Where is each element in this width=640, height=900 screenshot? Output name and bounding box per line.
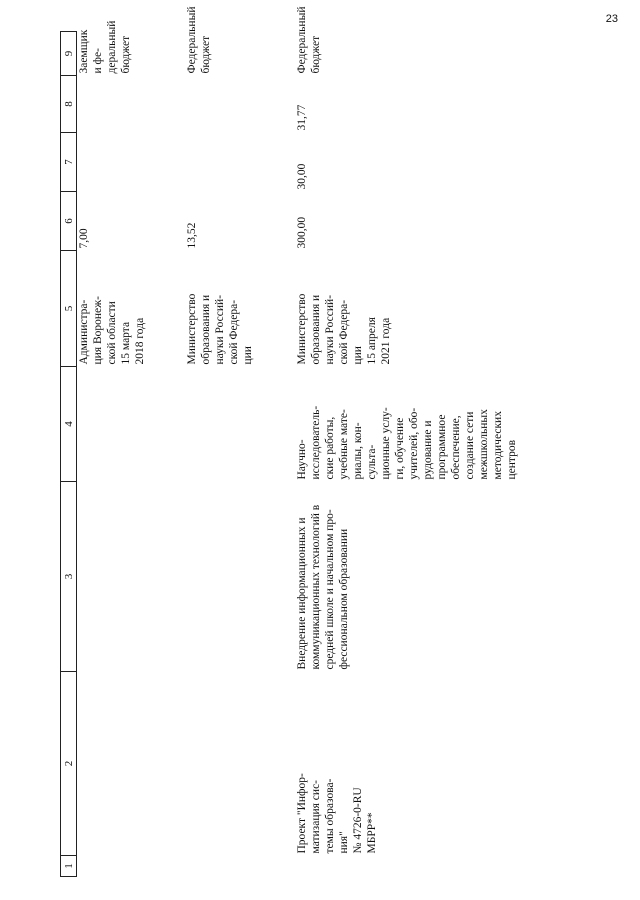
header-cell: 6 — [61, 192, 77, 251]
table-row — [295, 32, 625, 877]
amount-cell: 30,00 — [296, 163, 308, 190]
loans-table — [60, 6, 625, 877]
header-cell: 9 — [61, 32, 77, 76]
table-cell — [185, 482, 295, 672]
table-cell — [77, 672, 186, 856]
table-cell — [77, 482, 186, 672]
amount-cell — [185, 133, 295, 192]
header-cell: 5 — [61, 251, 77, 367]
project-name-cell: Проект "Инфор- матизация сис- темы образова- ния" № 4726-0-RU МБРР** — [296, 773, 378, 854]
amount-cell — [185, 76, 295, 133]
header-cell: 3 — [61, 482, 77, 672]
amount-cell: 7,00 — [78, 228, 90, 249]
table-row — [77, 32, 186, 877]
ministry-cell: Министерство образования и науки Россий- ской Федера- ции 15 апреля 2021 года — [296, 293, 392, 365]
rotated-table-container — [60, 6, 640, 877]
header-cell: 8 — [61, 76, 77, 133]
ministry-cell: Министерство образования и науки Россий- ской Федера- ции — [186, 293, 254, 365]
amount-cell: 13,52 — [186, 222, 198, 249]
table-header-row — [61, 32, 77, 877]
table-cell — [185, 367, 295, 482]
table-cell — [185, 672, 295, 856]
page-number: 23 — [605, 13, 618, 25]
project-goal-cell: Внедрение информационных и коммуникационных технологий в средней школе и начальном про- фессиональном образовании — [296, 504, 350, 670]
header-cell: 1 — [61, 856, 77, 877]
amount-cell: 300,00 — [296, 216, 308, 249]
table-row — [185, 32, 295, 877]
header-cell: 7 — [61, 133, 77, 192]
table-cell — [295, 856, 625, 877]
funding-source-cell: Федеральный бюджет — [296, 6, 322, 74]
header-cell: 4 — [61, 367, 77, 482]
amount-cell: 31,77 — [296, 104, 308, 131]
table-cell — [77, 856, 186, 877]
header-cell: 2 — [61, 672, 77, 856]
amount-cell — [77, 133, 186, 192]
ministry-cell: Администра- ция Воронеж- ской области 15 марта 2018 года — [78, 296, 146, 365]
funding-source-cell: Заемщик и фе- деральный бюджет — [78, 20, 132, 74]
amount-cell — [77, 76, 186, 133]
table-cell — [77, 367, 186, 482]
activities-cell: Научно- исследователь- ские работы, учебные мате- риалы, кон- сульта- ционные услу- ги, обучение учителей, обо- рудование и программное обеспечение, создание сети межшкольных методических центров — [296, 405, 518, 480]
funding-source-cell: Федеральный бюджет — [186, 6, 212, 74]
table-cell — [185, 856, 295, 877]
